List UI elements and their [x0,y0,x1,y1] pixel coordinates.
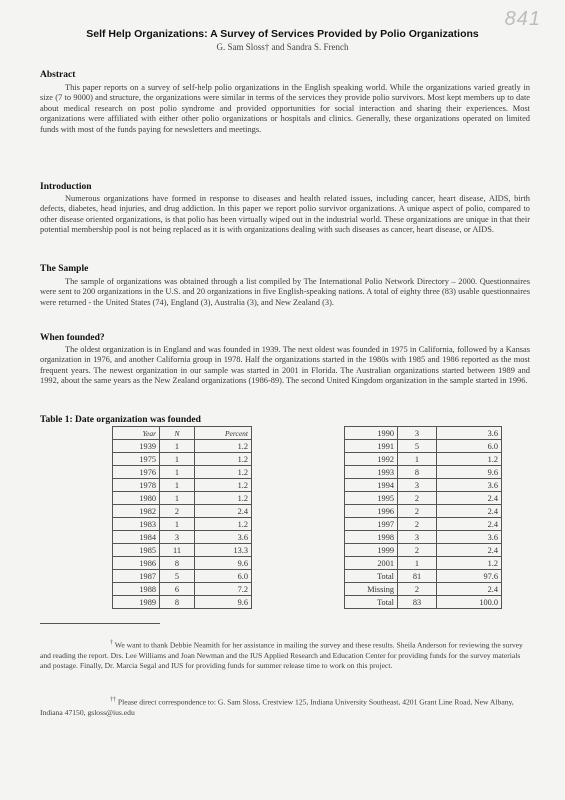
percent-cell: 1.2 [195,518,252,531]
table-row [113,596,252,609]
table-row [345,570,502,583]
percent-cell: 1.2 [195,492,252,505]
percent-cell: 2.4 [437,544,502,557]
year-cell: 1997 [345,518,398,531]
n-cell: 5 [160,570,195,583]
table-row [113,479,252,492]
table-row [345,466,502,479]
n-cell: 3 [398,427,437,440]
percent-cell: 3.6 [437,479,502,492]
year-cell: 1994 [345,479,398,492]
table-row [345,492,502,505]
footnote-acknowledgment [40,638,530,671]
year-cell: 1987 [113,570,160,583]
year-cell: 1993 [345,466,398,479]
table-row [113,557,252,570]
table-row [345,453,502,466]
n-cell: 3 [160,531,195,544]
table-row [345,544,502,557]
table-header-year: Year [113,427,160,440]
table-row [345,583,502,596]
year-cell: 1985 [113,544,160,557]
founded-table-left [112,426,252,609]
year-cell: 1990 [345,427,398,440]
year-cell: 1998 [345,531,398,544]
percent-cell: 9.6 [195,557,252,570]
n-cell: 2 [398,583,437,596]
table-row [113,440,252,453]
n-cell: 1 [160,440,195,453]
year-cell: 1984 [113,531,160,544]
percent-cell: 3.6 [437,531,502,544]
table-row [345,557,502,570]
n-cell: 2 [398,492,437,505]
n-cell: 8 [160,557,195,570]
when-founded-text: The oldest organization is in England and was founded in 1939. The next oldest was founded in 1975 in California, followed by a Kansas organization in 1976, and another California group in 1978. Half the organizations started in the 1980s with 1985 and 1986 reported as the most frequent years. The newest organization in our sample was started in 2001 in Florida. The Australian organizations started between 1989 and 1992, about the same years as the New Zealand organizations (1986-89). The second United Kingdom organization in the sample started in 1996. [40,345,530,386]
percent-cell: 6.0 [195,570,252,583]
percent-cell: 2.4 [437,518,502,531]
n-cell: 83 [398,596,437,609]
table-row [345,427,502,440]
table-row [113,583,252,596]
footnote-acknowledgment-text: We want to thank Debbie Neamith for her assistance in mailing the survey and these results. Sheila Anderson for reviewing the survey and reading the report. Drs. Lee Williams and Joan Newman and the IUS Applied Research and Education Center for providing funds for the survey materials and postage. Finally, Dr. Marcia Segal and IUS for providing funds for summer release time to work on this project. [40,640,523,670]
table-header-percent: Percent [195,427,252,440]
percent-cell: 1.2 [437,453,502,466]
n-cell: 2 [398,544,437,557]
percent-cell: 7.2 [195,583,252,596]
n-cell: 8 [160,596,195,609]
founded-table-right [344,426,502,609]
abstract-text: This paper reports on a survey of self-help polio organizations in the English speaking world. While the organizations varied greatly in size (7 to 9000) and structure, the organizations were similar in terms of the services they provide polio survivors. Most kept members up to date about medical research on post polio syndrome and provided opportunities for social interaction and sharing their experiences. Most organizations were affiliated with either other polio organizations or hospitals and clinics. Generally, these organizations operated on limited funds with most of the funds paying for newsletters and meetings. [40,83,530,134]
percent-cell: 9.6 [437,466,502,479]
percent-cell: 1.2 [195,453,252,466]
abstract-heading: Abstract [40,70,76,80]
percent-cell: 3.6 [437,427,502,440]
percent-cell: 2.4 [437,583,502,596]
year-cell: 1980 [113,492,160,505]
n-cell: 1 [160,492,195,505]
year-cell: 1996 [345,505,398,518]
year-cell: 1975 [113,453,160,466]
table-row [113,453,252,466]
percent-cell: 13.3 [195,544,252,557]
n-cell: 1 [160,453,195,466]
n-cell: 3 [398,531,437,544]
n-cell: 2 [160,505,195,518]
table-row [113,544,252,557]
year-cell: 1988 [113,583,160,596]
year-cell: Total [345,596,398,609]
percent-cell: 2.4 [437,492,502,505]
sample-heading: The Sample [40,264,89,274]
when-founded-heading: When founded? [40,333,105,343]
n-cell: 6 [160,583,195,596]
percent-cell: 1.2 [195,466,252,479]
year-cell: 1982 [113,505,160,518]
percent-cell: 1.2 [195,479,252,492]
year-cell: 1983 [113,518,160,531]
percent-cell: 3.6 [195,531,252,544]
table-header-n: N [160,427,195,440]
percent-cell: 100.0 [437,596,502,609]
year-cell: 1976 [113,466,160,479]
footnote-marker: † [110,640,113,646]
table-row [345,479,502,492]
n-cell: 8 [398,466,437,479]
table-row [113,466,252,479]
year-cell: Missing [345,583,398,596]
table-row [113,570,252,583]
n-cell: 1 [398,453,437,466]
footnote-correspondence [40,695,530,718]
table-row [113,518,252,531]
n-cell: 1 [160,518,195,531]
year-cell: 1995 [345,492,398,505]
percent-cell: 6.0 [437,440,502,453]
n-cell: 5 [398,440,437,453]
n-cell: 1 [160,466,195,479]
table-row [345,518,502,531]
footnote-correspondence-text: Please direct correspondence to: G. Sam Sloss, Crestview 125, Indiana University Southeast, 4201 Grant Line Road, New Albany, Indiana 47150, gsloss@ius.edu [40,697,514,717]
year-cell: 2001 [345,557,398,570]
year-cell: 1992 [345,453,398,466]
year-cell: 1939 [113,440,160,453]
table-row [113,505,252,518]
n-cell: 11 [160,544,195,557]
percent-cell: 1.2 [437,557,502,570]
percent-cell: 9.6 [195,596,252,609]
percent-cell: 97.6 [437,570,502,583]
year-cell: 1991 [345,440,398,453]
n-cell: 1 [160,479,195,492]
introduction-text: Numerous organizations have formed in response to diseases and health related issues, including cancer, heart disease, AIDS, birth defects, diabetes, head injuries, and drug addiction. In this paper we report polio survivor organizations. A unique aspect of polio, compared to other disease oriented organizations, is that polio has been virtually wiped out in the industrial world. These organizations are unique in that their potential membership pool is not being replaced as it is with organizations dealing with such diseases as cancer, heart disease, or AIDS. [40,194,530,235]
footnote-rule [40,623,160,624]
paper-authors: G. Sam Sloss† and Sandra S. French [216,42,349,52]
percent-cell: 1.2 [195,440,252,453]
footnote-marker: †† [110,697,116,703]
table-row [113,531,252,544]
table-caption: Table 1: Date organization was founded [40,415,201,425]
table-row [345,531,502,544]
table-row [345,596,502,609]
n-cell: 3 [398,479,437,492]
year-cell: Total [345,570,398,583]
n-cell: 2 [398,505,437,518]
year-cell: 1978 [113,479,160,492]
year-cell: 1986 [113,557,160,570]
percent-cell: 2.4 [195,505,252,518]
page-number: 841 [504,8,541,30]
table-row [113,492,252,505]
percent-cell: 2.4 [437,505,502,518]
year-cell: 1999 [345,544,398,557]
n-cell: 2 [398,518,437,531]
paper-title: Self Help Organizations: A Survey of Services Provided by Polio Organizations [86,28,479,40]
table-row [345,505,502,518]
introduction-heading: Introduction [40,182,92,192]
year-cell: 1989 [113,596,160,609]
n-cell: 81 [398,570,437,583]
n-cell: 1 [398,557,437,570]
sample-text: The sample of organizations was obtained through a list compiled by The International Polio Network Directory – 2000. Questionnaires were sent to 200 organizations in the U.S. and 20 organizations in five English-speaking nations. A total of eighty three (83) usable questionnaires were returned - the United States (74), England (3), Australia (3), and New Zealand (3). [40,277,530,307]
table-row [345,440,502,453]
